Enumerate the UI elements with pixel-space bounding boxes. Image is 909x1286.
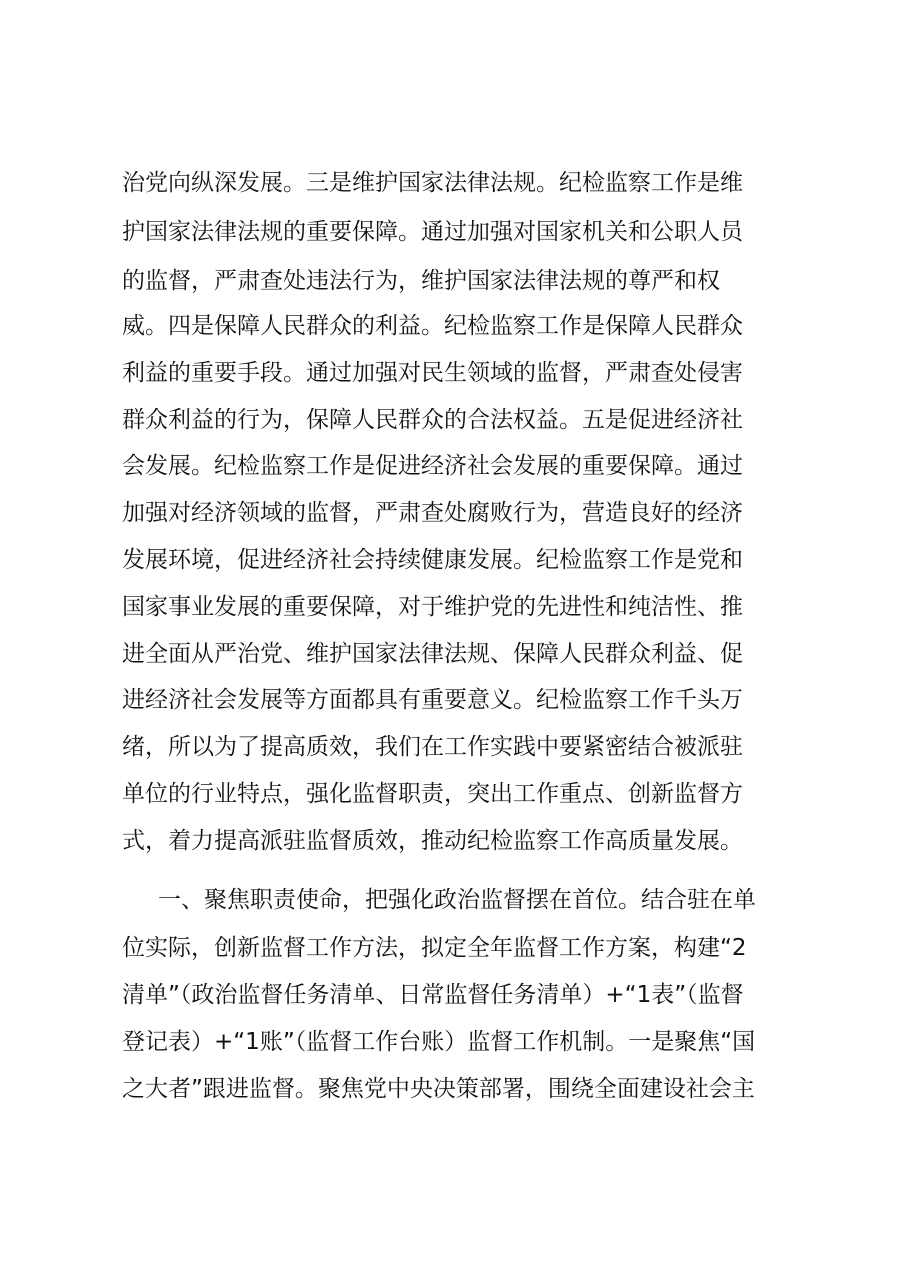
text-line: 位实际，创新监督工作方法，拟定全年监督工作方案，构建“2 [122,935,747,961]
text-line: 一、聚焦职责使命，把强化政治监督摆在首位。结合驻在单 [158,887,756,913]
text-line: 加强对经济领域的监督，严肃查处腐败行为，营造良好的经济 [122,500,743,526]
text-line: 登记表）+“1账”（监督工作台账）监督工作机制。一是聚焦“国 [122,1029,756,1055]
text-line: 进全面从严治党、维护国家法律法规、保障人民群众利益、促 [122,641,743,667]
text-line: 的监督，严肃查处违法行为，维护国家法律法规的尊严和权 [122,268,720,294]
text-line: 利益的重要手段。通过加强对民生领域的监督，严肃查处侵害 [122,360,743,386]
text-line: 治党向纵深发展。三是维护国家法律法规。纪检监察工作是维 [122,170,743,196]
text-line: 威。四是保障人民群众的利益。纪检监察工作是保障人民群众 [122,313,743,339]
text-line: 单位的行业特点，强化监督职责，突出工作重点、创新监督方 [122,781,743,807]
text-line: 式，着力提高派驻监督质效，推动纪检监察工作高质量发展。 [122,828,743,854]
text-line: 之大者”跟进监督。聚焦党中央决策部署，围绕全面建设社会主 [122,1076,755,1102]
text-line: 发展环境，促进经济社会持续健康发展。纪检监察工作是党和 [122,547,743,573]
text-line: 绪，所以为了提高质效，我们在工作实践中要紧密结合被派驻 [122,734,743,760]
text-line: 群众利益的行为，保障人民群众的合法权益。五是促进经济社 [122,407,743,433]
text-line: 会发展。纪检监察工作是促进经济社会发展的重要保障。通过 [122,453,743,479]
text-line: 进经济社会发展等方面都具有重要意义。纪检监察工作千头万 [122,687,743,713]
text-line: 清单”（政治监督任务清单、日常监督任务清单）+“1表”（监督 [122,982,744,1008]
text-line: 国家事业发展的重要保障，对于维护党的先进性和纯洁性、推 [122,594,743,620]
text-line: 护国家法律法规的重要保障。通过加强对国家机关和公职人员 [122,219,743,245]
